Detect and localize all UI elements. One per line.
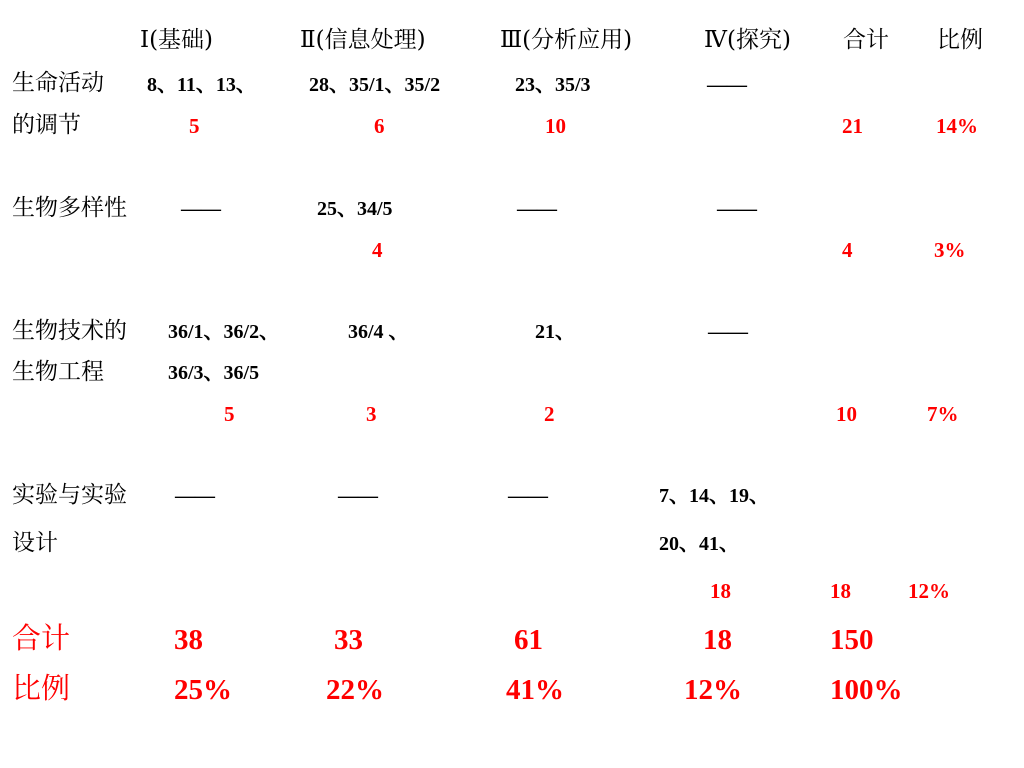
row-label-line1: 生物技术的 xyxy=(12,318,127,344)
row-items-inquiry: —— xyxy=(708,321,748,343)
row-items-info: 36/4 、 xyxy=(348,321,409,343)
summary-ratio-all: 100% xyxy=(830,674,903,706)
row-items-inquiry: —— xyxy=(707,74,747,96)
header-ratio: 比例 xyxy=(937,27,983,53)
summary-total-inquiry: 18 xyxy=(703,624,732,656)
row-ratio: 14% xyxy=(936,114,978,138)
row-label-line1: 生命活动 xyxy=(12,70,104,96)
row-count-analysis: 2 xyxy=(544,402,555,426)
row-total: 4 xyxy=(842,238,853,262)
summary-total-basic: 38 xyxy=(174,624,203,656)
row-total: 18 xyxy=(830,579,851,603)
row-items-basic: 36/1、36/2、 xyxy=(168,321,280,343)
row-items-inquiry-line2: 20、41、 xyxy=(659,533,739,555)
row-items-info: 25、34/5 xyxy=(317,198,393,220)
header-total: 合计 xyxy=(843,27,889,53)
row-label-line2: 设计 xyxy=(12,530,58,556)
row-label-line1: 生物多样性 xyxy=(12,195,127,221)
row-count-info: 6 xyxy=(374,114,385,138)
row-label-line2: 的调节 xyxy=(12,112,81,138)
row-count-analysis: 10 xyxy=(545,114,566,138)
row-items-analysis: —— xyxy=(517,198,557,220)
row-items-analysis: 23、35/3 xyxy=(515,74,591,96)
header-info-processing: Ⅱ(信息处理) xyxy=(300,27,426,53)
summary-ratio-label: 比例 xyxy=(12,671,71,705)
row-items-analysis: —— xyxy=(508,485,548,507)
header-inquiry: Ⅳ(探究) xyxy=(704,27,791,53)
row-total: 21 xyxy=(842,114,863,138)
row-count-basic: 5 xyxy=(224,402,235,426)
summary-ratio-inquiry: 12% xyxy=(684,674,742,706)
row-items-analysis: 21、 xyxy=(535,321,575,343)
row-count-inquiry: 18 xyxy=(710,579,731,603)
summary-total-info: 33 xyxy=(334,624,363,656)
row-total: 10 xyxy=(836,402,857,426)
row-count-info: 3 xyxy=(366,402,377,426)
row-label-line2: 生物工程 xyxy=(12,359,104,385)
row-count-info: 4 xyxy=(372,238,383,262)
summary-total-all: 150 xyxy=(830,624,874,656)
row-items-inquiry: —— xyxy=(717,198,757,220)
row-items-basic-line2: 36/3、36/5 xyxy=(168,362,260,384)
row-items-info: —— xyxy=(338,485,378,507)
row-ratio: 7% xyxy=(927,402,959,426)
row-ratio: 12% xyxy=(908,579,950,603)
row-items-inquiry: 7、14、19、 xyxy=(659,485,769,507)
row-label-line1: 实验与实验 xyxy=(12,482,127,508)
row-items-basic: —— xyxy=(175,485,215,507)
summary-total-label: 合计 xyxy=(12,621,71,655)
header-basic: Ⅰ(基础) xyxy=(140,27,214,53)
header-analysis-application: Ⅲ(分析应用) xyxy=(500,27,633,53)
summary-total-analysis: 61 xyxy=(514,624,543,656)
row-count-basic: 5 xyxy=(189,114,200,138)
row-items-basic: 8、11、13、 xyxy=(147,74,256,96)
summary-ratio-basic: 25% xyxy=(174,674,232,706)
summary-ratio-analysis: 41% xyxy=(506,674,564,706)
row-ratio: 3% xyxy=(934,238,966,262)
row-items-basic: —— xyxy=(181,198,221,220)
summary-ratio-info: 22% xyxy=(326,674,384,706)
row-items-info: 28、35/1、35/2 xyxy=(309,74,441,96)
